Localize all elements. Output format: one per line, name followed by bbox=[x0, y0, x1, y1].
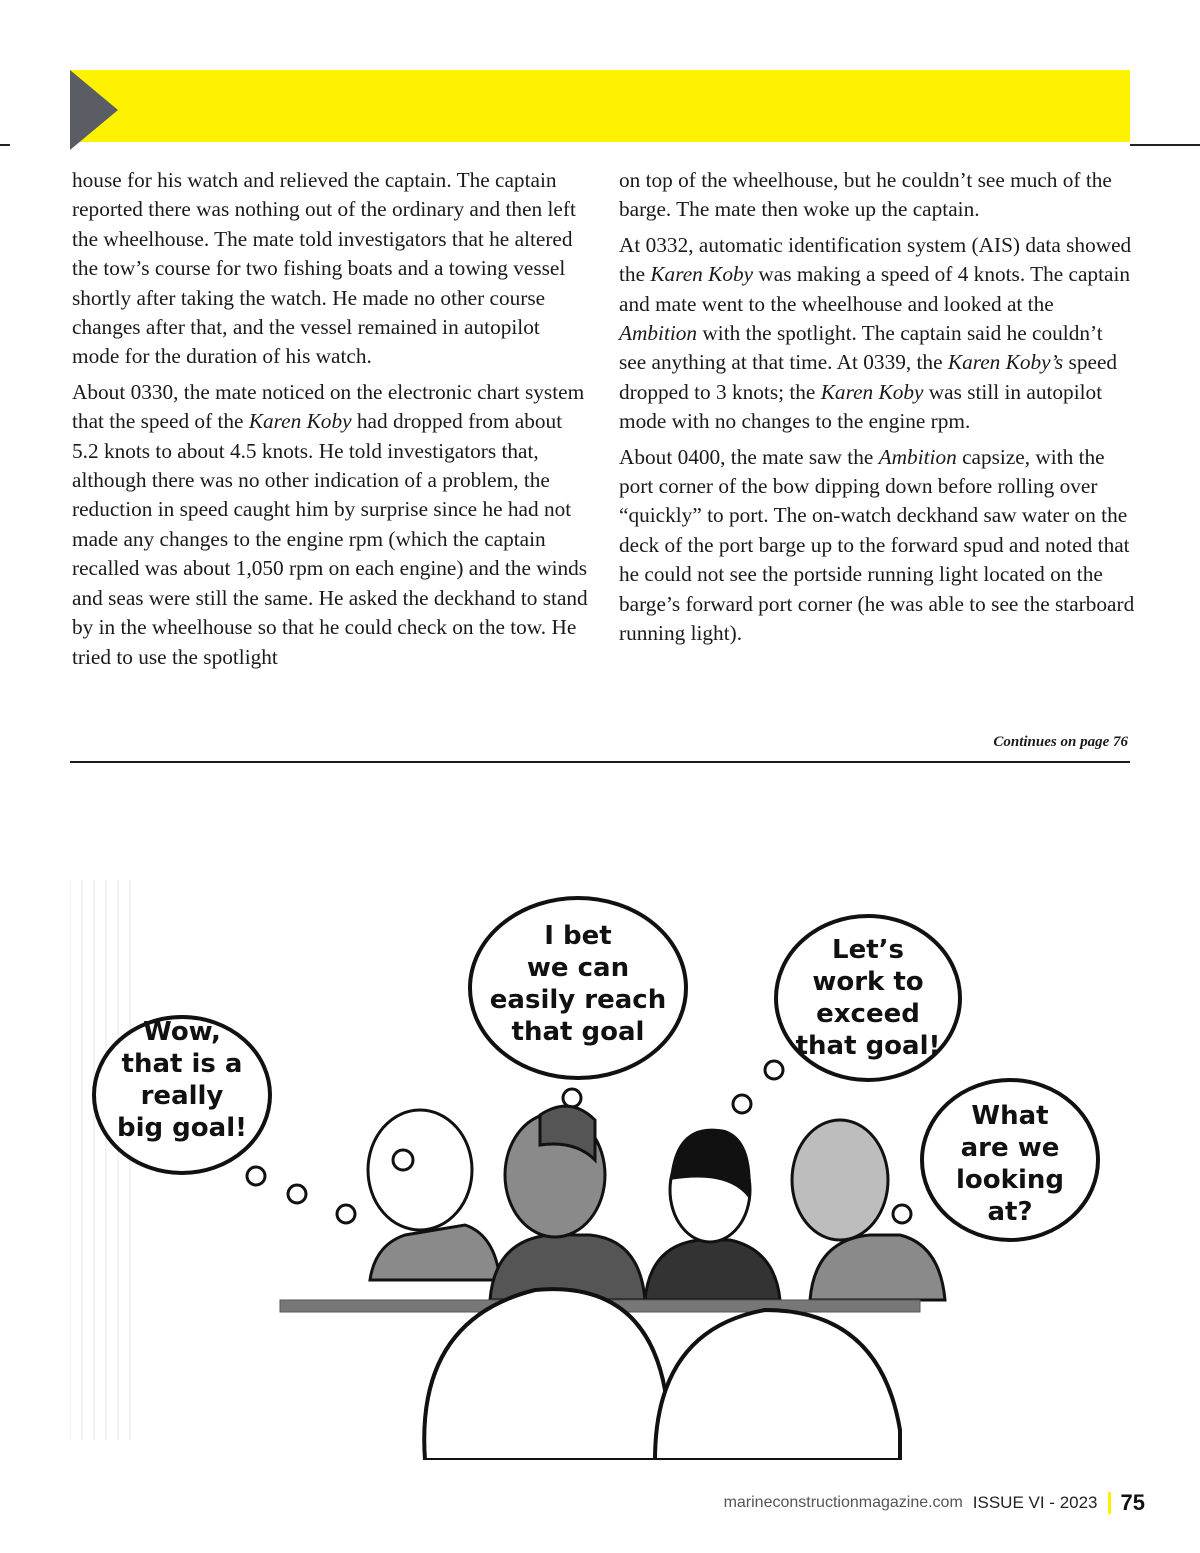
paragraph: About 0400, the mate saw the Ambition capsize, with the port corner of the bow dipping down before rolling over “quickly” to port. The on-watch deckhand saw water on the deck of the port barge up to the forward spud and noted that he could not see the portside running light located on the barge’s forward port corner (he was able to see the starboard running light). bbox=[619, 444, 1135, 646]
cartoon-illustration bbox=[70, 860, 1130, 1460]
page-number: 75 bbox=[1120, 1490, 1145, 1515]
thought-bubble bbox=[733, 916, 960, 1113]
bubble-line: that is a bbox=[121, 1049, 243, 1079]
bubble-line: we can bbox=[526, 953, 630, 983]
bubble-line: I bet bbox=[544, 921, 612, 951]
bubble-line: at? bbox=[987, 1197, 1033, 1227]
person-2 bbox=[490, 1106, 645, 1300]
thought-bubble bbox=[470, 898, 686, 1107]
article-column-left bbox=[72, 166, 590, 678]
footer-site: marineconstructionmagazine.com bbox=[723, 1494, 963, 1511]
continues-note: Continues on page 76 bbox=[993, 734, 1128, 750]
bubble-line: big goal! bbox=[117, 1113, 247, 1143]
bubble-line: work to bbox=[812, 967, 924, 997]
article-column-right bbox=[619, 166, 1135, 655]
paragraph: At 0332, automatic identification system (AIS) data showed the Karen Koby was making a speed of 4 knots. The captain and mate went to the wheelhouse and looked at the Ambition with the spotlight. The captain said he couldn’t see anything at that time. At 0339, the Karen Koby’s speed dropped to 3 knots; the Karen Koby was still in autopilot mode with no changes to the engine rpm. bbox=[619, 232, 1132, 434]
header-rule-left bbox=[0, 144, 10, 146]
thought-bubble bbox=[94, 1017, 355, 1223]
paragraph: on top of the wheelhouse, but he couldn’t see much of the barge. The mate then woke up the captain. bbox=[619, 168, 1112, 222]
person-1 bbox=[368, 1110, 500, 1280]
thought-bubble bbox=[893, 1080, 1098, 1240]
bubble-line: looking bbox=[956, 1165, 1064, 1195]
header-banner bbox=[70, 70, 1130, 142]
bubble-line: Let’s bbox=[832, 935, 904, 965]
foreground-chairs bbox=[424, 1289, 900, 1460]
bubble-line: really bbox=[140, 1081, 224, 1111]
banner-arrow-icon bbox=[70, 70, 118, 150]
footer-divider bbox=[1108, 1492, 1111, 1514]
person-3 bbox=[645, 1129, 780, 1300]
bubble-line: that goal bbox=[511, 1017, 645, 1047]
bubble-line: easily reach bbox=[489, 985, 667, 1015]
bubble-line: that goal! bbox=[795, 1031, 941, 1061]
bubble-line: exceed bbox=[816, 999, 920, 1029]
bubble-line: What bbox=[971, 1101, 1049, 1131]
paragraph: About 0330, the mate noticed on the electronic chart system that the speed of the Karen Koby had dropped from about 5.2 knots to about 4.5 knots. He told investigators that, although there was no other indication of a problem, the reduction in speed caught him by surprise since he had not made any changes to the engine rpm (which the captain recalled was about 1,050 rpm on each engine) and the winds and seas were still the same. He asked the deckhand to stand by in the wheelhouse so that he could check on the tow. He tried to use the spotlight bbox=[72, 379, 588, 669]
paragraph: house for his watch and relieved the captain. The captain reported there was nothing out of the ordinary and then left the wheelhouse. The mate told investigators that he altered the tow’s course for two fishing boats and a towing vessel shortly after taking the watch. He made no other course changes after that, and the vessel remained in autopilot mode for the duration of his watch. bbox=[72, 168, 576, 369]
bubble-line: Wow, bbox=[143, 1017, 221, 1047]
page-footer bbox=[724, 1490, 1145, 1516]
section-divider bbox=[70, 761, 1130, 763]
header-rule-right bbox=[1130, 144, 1200, 146]
bubble-line: are we bbox=[960, 1133, 1060, 1163]
footer-issue: ISSUE VI - 2023 bbox=[972, 1493, 1098, 1512]
